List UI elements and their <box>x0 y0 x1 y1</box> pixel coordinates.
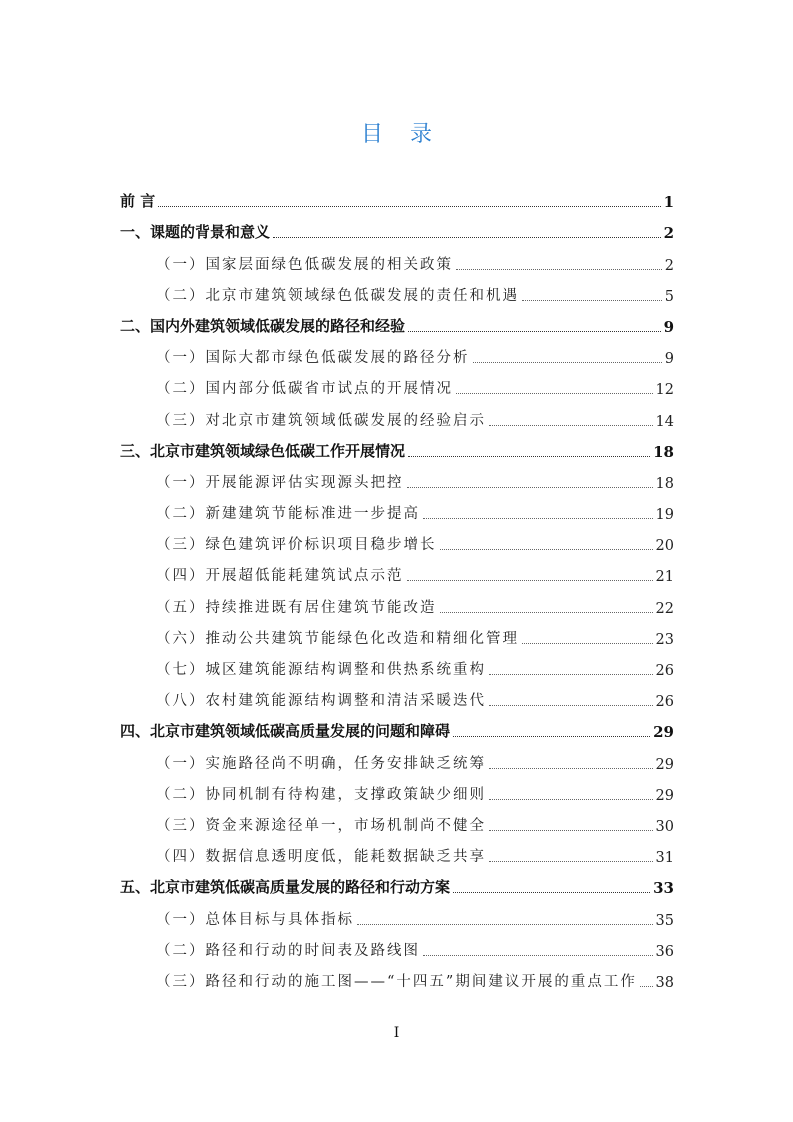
toc-entry-title: （一）开展能源评估实现源头把控 <box>156 474 404 491</box>
toc-entry-page: 1 <box>663 193 674 212</box>
toc-entry-title: （一）实施路径尚不明确，任务安排缺乏统筹 <box>156 755 486 772</box>
toc-section-entry[interactable] <box>120 280 674 311</box>
toc-entry-title: 前 言 <box>120 192 156 211</box>
toc-entry-page: 35 <box>655 912 674 929</box>
toc-entry-page: 36 <box>655 943 674 960</box>
toc-entry-page: 21 <box>655 569 674 586</box>
toc-entry-title: （三）路径和行动的施工图——“十四五”期间建议开展的重点工作 <box>156 973 637 990</box>
toc-section-entry[interactable] <box>120 467 674 498</box>
dot-leader <box>408 331 661 332</box>
toc-entry-title: （八）农村建筑能源结构调整和清洁采暖迭代 <box>156 693 486 710</box>
page-number: I <box>393 1025 400 1041</box>
dot-leader <box>522 300 662 301</box>
dot-leader <box>407 487 653 488</box>
toc-section-entry[interactable] <box>120 654 674 685</box>
toc-entry-title: 三、北京市建筑领域绿色低碳工作开展情况 <box>120 441 406 460</box>
toc-entry-page: 18 <box>653 442 674 461</box>
dot-leader <box>440 612 653 613</box>
toc-entry-title: （二）协同机制有待构建，支撑政策缺少细则 <box>156 786 486 803</box>
toc-entry-title: （四）开展超低能耗建筑试点示范 <box>156 568 404 585</box>
toc-section-entry[interactable] <box>120 903 674 934</box>
toc-entry-page: 29 <box>655 756 674 773</box>
toc-entry-title: 二、国内外建筑领域低碳发展的路径和经验 <box>120 316 406 335</box>
toc-chapter-entry[interactable] <box>120 436 674 467</box>
toc-entry-page: 30 <box>655 818 674 835</box>
toc-entry-page: 26 <box>655 663 674 679</box>
toc-entry-page: 20 <box>655 538 674 555</box>
toc-entry-title: （二）新建建筑节能标准进一步提高 <box>156 506 420 523</box>
toc-section-entry[interactable] <box>120 623 674 654</box>
toc-entry-page: 26 <box>655 694 674 711</box>
toc-section-entry[interactable] <box>120 935 674 966</box>
toc-chapter-entry[interactable] <box>120 217 674 248</box>
toc-section-entry[interactable] <box>120 841 674 872</box>
toc-entry-title: （二）北京市建筑领域绿色低碳发展的责任和机遇 <box>156 287 519 304</box>
dot-leader <box>489 705 653 706</box>
toc-section-entry[interactable] <box>120 779 674 810</box>
toc-entry-page: 9 <box>664 351 674 368</box>
toc-entry-page: 9 <box>663 317 674 336</box>
toc-entry-title: （五）持续推进既有居住建筑节能改造 <box>156 599 437 616</box>
toc-section-entry[interactable] <box>120 591 674 622</box>
dot-leader <box>423 518 653 519</box>
toc-chapter-entry[interactable] <box>120 311 674 342</box>
toc-entry-title: （六）推动公共建筑节能绿色化改造和精细化管理 <box>156 630 519 647</box>
toc-entry-page: 23 <box>655 631 674 648</box>
toc-entry-page: 18 <box>655 475 674 492</box>
toc-chapter-entry[interactable] <box>120 716 674 747</box>
toc-chapter-entry[interactable] <box>120 872 674 903</box>
toc-section-entry[interactable] <box>120 747 674 778</box>
toc-entry-title: 四、北京市建筑领域低碳高质量发展的问题和障碍 <box>120 722 451 741</box>
dot-leader <box>522 643 653 644</box>
dot-leader <box>158 206 660 207</box>
dot-leader <box>489 768 653 769</box>
toc-entry-title: （一）国家层面绿色低碳发展的相关政策 <box>156 256 453 273</box>
dot-leader <box>423 955 653 956</box>
toc-entry-page: 19 <box>655 507 674 524</box>
toc-section-entry[interactable] <box>120 685 674 716</box>
toc-entry-title: （三）对北京市建筑领域低碳发展的经验启示 <box>156 412 486 429</box>
toc-entry-page: 29 <box>655 787 674 804</box>
toc-entry-page: 38 <box>655 974 674 991</box>
toc-entry-page: 2 <box>664 257 674 274</box>
dot-leader <box>357 924 653 925</box>
toc-section-entry[interactable] <box>120 498 674 529</box>
toc-section-entry[interactable] <box>120 810 674 841</box>
toc-entry-page: 31 <box>655 850 674 867</box>
toc-section-entry[interactable] <box>120 248 674 279</box>
toc-entry-page: 2 <box>663 224 674 243</box>
dot-leader <box>489 674 653 675</box>
toc-entry-title: 一、课题的背景和意义 <box>120 223 271 242</box>
dot-leader <box>440 549 653 550</box>
toc-section-entry[interactable] <box>120 373 674 404</box>
dot-leader <box>408 456 650 457</box>
toc-entry-page: 14 <box>655 413 674 430</box>
toc-entry-page: 5 <box>664 288 674 305</box>
dot-leader <box>473 362 662 363</box>
toc-entry-page: 29 <box>653 723 674 742</box>
toc-entry-title: （四）数据信息透明度低，能耗数据缺乏共享 <box>156 849 486 866</box>
dot-leader <box>640 986 653 987</box>
toc-section-entry[interactable] <box>120 966 674 997</box>
toc-chapter-entry[interactable] <box>120 186 674 217</box>
dot-leader <box>489 425 653 426</box>
toc-section-entry[interactable] <box>120 529 674 560</box>
dot-leader <box>489 799 653 800</box>
dot-leader <box>489 861 653 862</box>
dot-leader <box>273 237 661 238</box>
toc-entry-title: （三）绿色建筑评价标识项目稳步增长 <box>156 537 437 554</box>
toc-section-entry[interactable] <box>120 342 674 373</box>
toc-entry-title: （七）城区建筑能源结构调整和供热系统重构 <box>156 662 486 678</box>
toc-section-entry[interactable] <box>120 404 674 435</box>
toc-entry-title: （二）国内部分低碳省市试点的开展情况 <box>156 381 453 398</box>
dot-leader <box>407 580 653 581</box>
page-title: 目 录 <box>361 122 442 147</box>
dot-leader <box>456 393 653 394</box>
toc-entry-title: （一）总体目标与具体指标 <box>156 911 354 928</box>
toc-entry-title: （三）资金来源途径单一，市场机制尚不健全 <box>156 817 486 834</box>
dot-leader <box>489 830 653 831</box>
toc-entry-title: （二）路径和行动的时间表及路线图 <box>156 942 420 959</box>
table-of-contents <box>120 186 674 997</box>
toc-entry-title: 五、北京市建筑低碳高质量发展的路径和行动方案 <box>120 878 451 897</box>
dot-leader <box>456 269 662 270</box>
dot-leader <box>453 892 650 893</box>
toc-entry-page: 33 <box>653 879 674 898</box>
toc-section-entry[interactable] <box>120 560 674 591</box>
toc-entry-page: 12 <box>655 382 674 399</box>
toc-entry-page: 22 <box>655 600 674 617</box>
dot-leader <box>453 736 650 737</box>
toc-entry-title: （一）国际大都市绿色低碳发展的路径分析 <box>156 350 470 367</box>
